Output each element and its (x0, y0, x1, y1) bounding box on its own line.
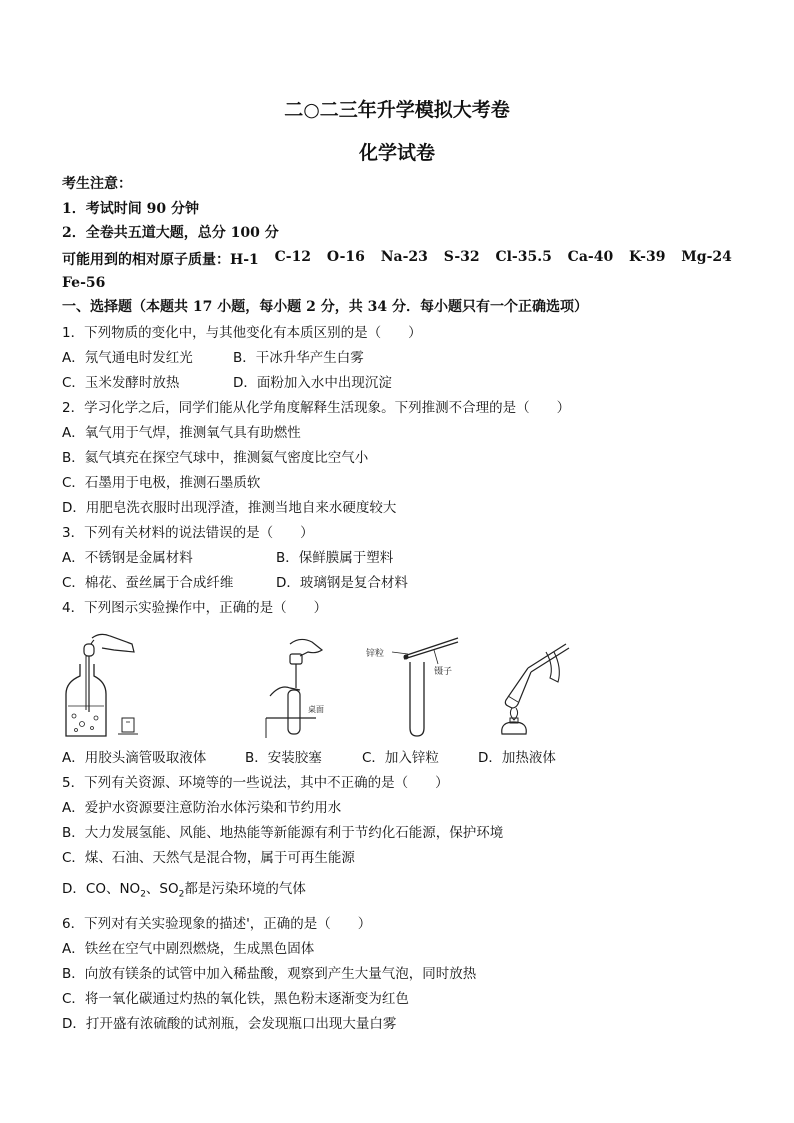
stopper-figure (260, 634, 344, 738)
option-a: A．氧气用于气焊，推测氧气具有助燃性 (62, 425, 301, 441)
option-d-suffix: 都是污染环境的气体 (184, 881, 306, 897)
question-1-stem: 1．下列物质的变化中，与其他变化有本质区别的是（ ） (62, 325, 422, 341)
option-d: D．玻璃钢是复合材料 (276, 575, 408, 591)
atomic-mass-item: S-32 (443, 249, 480, 265)
option-c: C．煤、石油、天然气是混合物，属于可再生能源 (62, 850, 355, 866)
notice-score: 2．全卷共五道大题，总分 100 分 (62, 225, 279, 241)
option-d (62, 880, 306, 904)
section-heading: 一、选择题（本题共 17 小题，每小题 2 分，共 34 分．每小题只有一个正确选项） (62, 299, 588, 315)
zinc-tongs-figure (364, 632, 468, 738)
figure-label-tongs: 镊子 (434, 667, 453, 677)
question-2-stem: 2．学习化学之后，同学们能从化学角度解释生活现象。下列推测不合理的是（ ） (62, 400, 571, 416)
option-b: B．氦气填充在探空气球中，推测氦气密度比空气小 (62, 450, 369, 466)
atomic-mass-item: O-16 (326, 249, 365, 265)
experiment-figures (62, 630, 582, 742)
notice-heading: 考生注意： (62, 176, 132, 192)
no2-subscript: 2 (140, 889, 146, 900)
atomic-mass-item: C-12 (274, 249, 312, 265)
atomic-mass-item: Na-23 (380, 249, 428, 265)
option-b: B．向放有镁条的试管中加入稀盐酸，观察到产生大量气泡，同时放热 (62, 966, 477, 982)
atomic-mass-item: Ca-40 (567, 249, 614, 265)
option-d: D．打开盛有浓硫酸的试剂瓶，会发现瓶口出现大量白雾 (62, 1016, 397, 1032)
question-3-stem: 3．下列有关材料的说法错误的是（ ） (62, 525, 314, 541)
notice-time: 1．考试时间 90 分钟 (62, 201, 199, 217)
option-a: A．铁丝在空气中剧烈燃烧，生成黑色固体 (62, 941, 315, 957)
option-a: A．爱护水资源要注意防治水体污染和节约用水 (62, 800, 342, 816)
option-c: C．石墨用于电极，推测石墨质软 (62, 475, 261, 491)
option-a: A．氖气通电时发红光 (62, 350, 193, 366)
dropper-bottle-figure (62, 630, 152, 740)
atomic-mass-item: Mg-24 (681, 249, 732, 265)
option-d-prefix: D．CO、NO (62, 881, 141, 897)
option-a: A．不锈钢是金属材料 (62, 550, 193, 566)
atomic-mass-item: K-39 (629, 249, 666, 265)
option-d: D．用肥皂洗衣服时出现浮渣，推测当地自来水硬度较大 (62, 500, 397, 516)
figure-label-zinc: 锌粒 (366, 649, 385, 659)
atomic-mass-wrap: Fe-56 (62, 275, 106, 291)
option-b: B．保鲜膜属于塑料 (276, 550, 394, 566)
option-b: B．干冰升华产生白雾 (233, 350, 364, 366)
atomic-masses (62, 249, 732, 269)
option-c: C．棉花、蚕丝属于合成纤维 (62, 575, 234, 591)
atomic-mass-item: Cl-35.5 (495, 249, 552, 265)
subject-title: 化学试卷 (358, 142, 435, 164)
option-c: C．将一氧化碳通过灼热的氧化铁，黑色粉末逐渐变为红色 (62, 991, 409, 1007)
heating-liquid-figure (492, 638, 582, 738)
question-6-stem: 6．下列对有关实验现象的描述'，正确的是（ ） (62, 916, 372, 932)
question-5-stem: 5．下列有关资源、环境等的一些说法，其中不正确的是（ ） (62, 775, 449, 791)
so2-subscript: 2 (178, 889, 185, 900)
atomic-masses-label: 可能用到的相对原子质量：H-1 (62, 252, 259, 268)
option-c: C．玉米发酵时放热 (62, 375, 180, 391)
option-d: D．加热液体 (478, 750, 556, 766)
exam-title: 二○二三年升学模拟大考卷 (284, 99, 510, 121)
figure-label-table: 桌面 (308, 705, 324, 714)
option-d-mid: 、SO (145, 881, 179, 897)
question-4-stem: 4．下列图示实验操作中，正确的是（ ） (62, 600, 328, 616)
option-b: B．安装胶塞 (245, 750, 322, 766)
option-b: B．大力发展氢能、风能、地热能等新能源有利于节约化石能源，保护环境 (62, 825, 504, 841)
option-c: C．加入锌粒 (362, 750, 439, 766)
option-a: A．用胶头滴管吸取液体 (62, 750, 207, 766)
option-d: D．面粉加入水中出现沉淀 (233, 375, 392, 391)
